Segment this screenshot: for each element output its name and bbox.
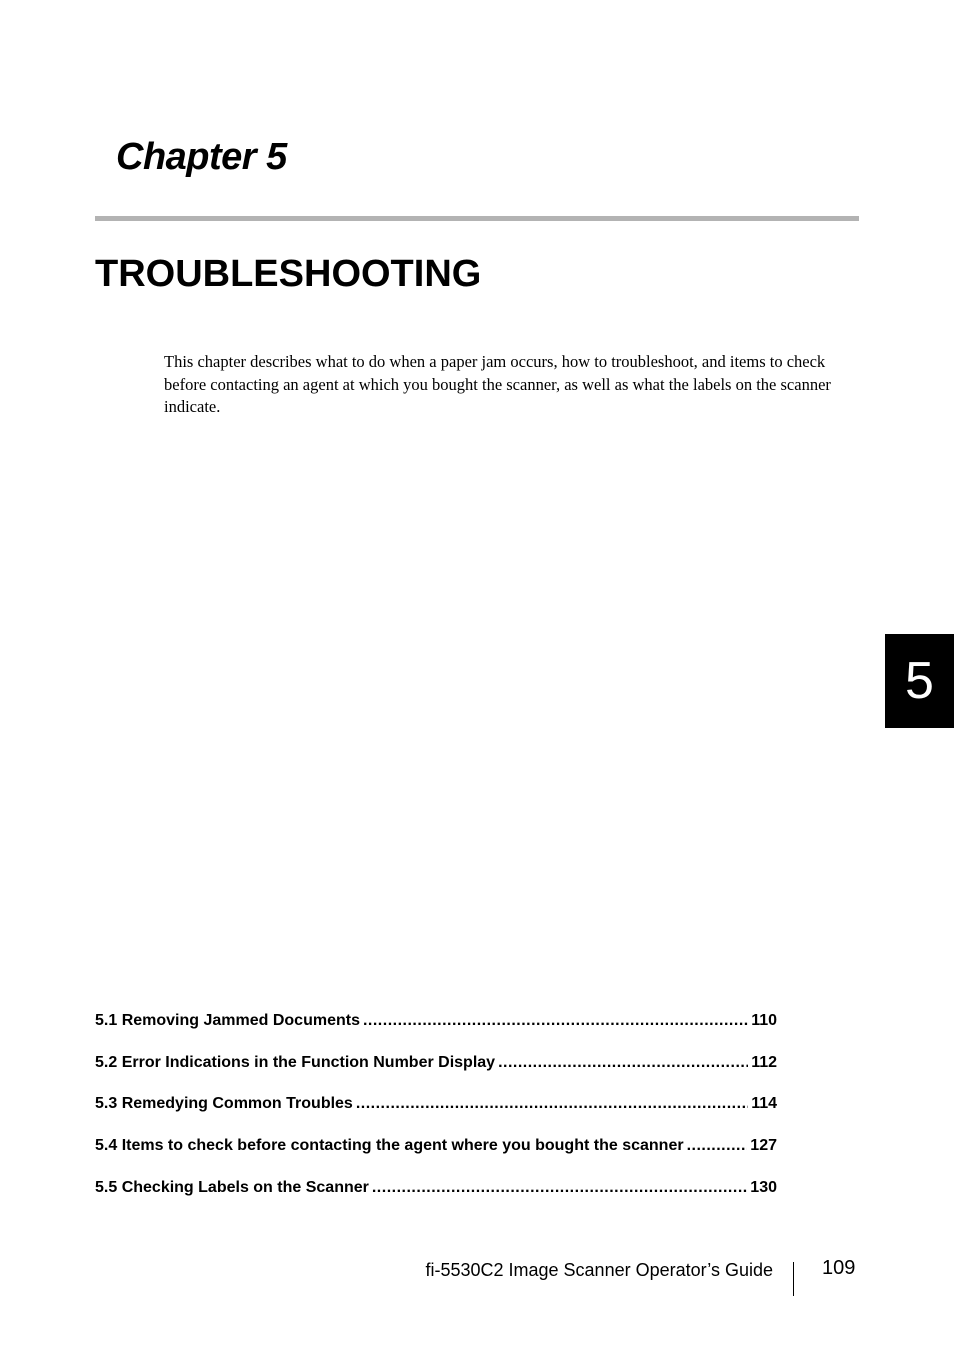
- toc-entry-5-1[interactable]: [95, 1012, 777, 1054]
- toc-dot-leader: [498, 1054, 748, 1072]
- toc-dot-leader: [372, 1179, 747, 1197]
- page-number: 109: [822, 1257, 856, 1279]
- footer-guide-title: fi-5530C2 Image Scanner Operator’s Guide: [425, 1260, 773, 1280]
- toc-entry-5-5[interactable]: [95, 1179, 777, 1221]
- toc-dot-leader: [363, 1012, 748, 1030]
- toc-entry-page: 127: [750, 1137, 777, 1155]
- toc-dot-leader: [687, 1137, 748, 1155]
- toc-entry-title: 5.4 Items to check before contacting the agent where you bought the scanner: [95, 1137, 684, 1155]
- footer-divider: [793, 1262, 794, 1296]
- chapter-divider-rule: [95, 216, 859, 221]
- chapter-label: Chapter 5: [116, 136, 287, 178]
- chapter-tab-number: 5: [905, 652, 934, 710]
- table-of-contents: [95, 1012, 777, 1220]
- chapter-title: TROUBLESHOOTING: [95, 253, 482, 295]
- toc-entry-page: 110: [751, 1012, 777, 1029]
- toc-dot-leader: [356, 1095, 748, 1113]
- toc-entry-page: 130: [750, 1178, 777, 1196]
- toc-entry-title: 5.3 Remedying Common Troubles: [95, 1095, 353, 1113]
- toc-entry-title: 5.2 Error Indications in the Function Number Display: [95, 1053, 496, 1071]
- toc-entry-page: 112: [751, 1053, 777, 1071]
- toc-entry-page: 114: [751, 1095, 777, 1113]
- toc-entry-title: 5.1 Removing Jammed Documents: [95, 1012, 360, 1029]
- toc-entry-5-4[interactable]: [95, 1137, 777, 1179]
- intro-paragraph: This chapter describes what to do when a paper jam occurs, how to troubleshoot, and items to check before contacting an agent at which you bought the scanner, as well as what the labels on the scanner indicate.: [164, 352, 831, 416]
- toc-entry-title: 5.5 Checking Labels on the Scanner: [95, 1178, 369, 1196]
- chapter-tab: [885, 634, 954, 728]
- toc-entry-5-2[interactable]: [95, 1054, 777, 1096]
- toc-entry-5-3[interactable]: [95, 1095, 777, 1137]
